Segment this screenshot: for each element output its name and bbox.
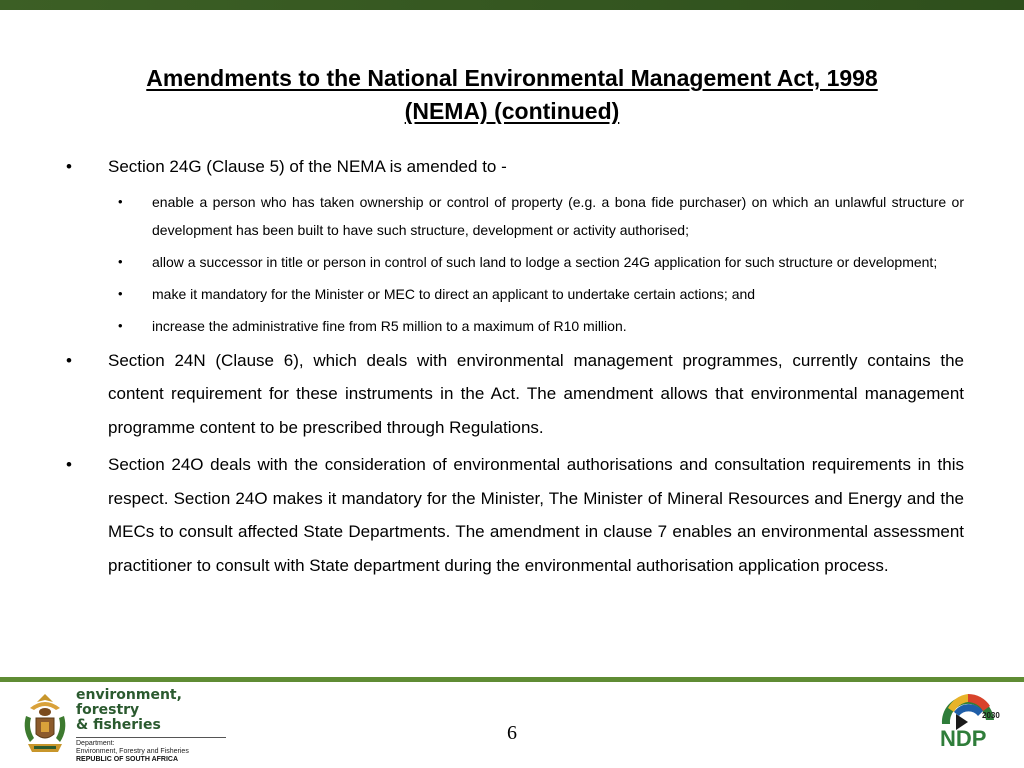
sub-bullet-item [62,280,964,308]
title-line-2: (NEMA) (continued) [404,98,620,124]
title-line-1: Amendments to the National Environmental Management Act, 1998 [146,65,878,91]
department-logo-text [76,688,226,764]
footer-divider-bar [0,677,1024,682]
sub-bullet-text: enable a person who has taken ownership or control of property (e.g. a bona fide purchaser) on which an unlawful structure or development has been built to have such structure, development or activity authorised; [152,193,964,238]
bullet-item [62,150,964,184]
sub-bullet-text: make it mandatory for the Minister or MEC to direct an applicant to undertake certain actions; and [152,285,756,302]
coat-of-arms-icon [20,690,70,756]
country-name: REPUBLIC OF SOUTH AFRICA [76,756,179,763]
top-header-bar [0,0,1024,10]
department-logo [20,687,220,763]
dept-label: Department: [76,740,115,747]
ndp-year: 2030 [982,711,1000,720]
bullet-icon: • [66,157,72,176]
sub-bullet-icon: • [118,285,123,301]
bullet-text: Section 24G (Clause 5) of the NEMA is amended to - [108,157,507,176]
sub-bullet-text: increase the administrative fine from R5 million to a maximum of R10 million. [152,317,627,334]
bullet-icon: • [66,455,72,474]
dept-name: Environment, Forestry and Fisheries [76,748,189,755]
slide-title [60,62,964,128]
sub-bullet-item [62,248,964,276]
sub-bullet-icon: • [118,317,123,333]
bullet-item [62,448,964,582]
bullet-icon: • [66,350,72,370]
department-details [76,737,226,764]
ndp-letters: NDP [940,726,987,751]
sub-bullet-icon: • [118,193,123,209]
ndp-2030-logo-icon [934,684,1002,752]
slide-content [62,150,964,586]
brand-line-1: environment, forestry [76,687,182,718]
brand-line-2: & fisheries [76,717,161,733]
bullet-item [62,344,964,445]
sub-bullet-text: allow a successor in title or person in control of such land to lodge a section 24G application for such structure or development; [152,253,938,270]
sub-bullet-item [62,312,964,340]
bullet-text: Section 24N (Clause 6), which deals with environmental management programmes, currently contains the content requirement for these instruments in the Act. The amendment allows that environmental management programme content to be prescribed through Regulations. [108,350,964,437]
bullet-text: Section 24O deals with the consideration of environmental authorisations and consultation requirements in this respect. Section 24O makes it mandatory for the Minister, The Minister of Mineral Resources and Energy and the MECs to consult affected State Departments. The amendment in clause 7 enables an environmental assessment practitioner to consult with State department during the environmental authorisation application process. [108,455,964,575]
sub-bullet-icon: • [118,253,123,269]
sub-bullet-item [62,188,964,244]
page-number: 6 [507,722,517,744]
